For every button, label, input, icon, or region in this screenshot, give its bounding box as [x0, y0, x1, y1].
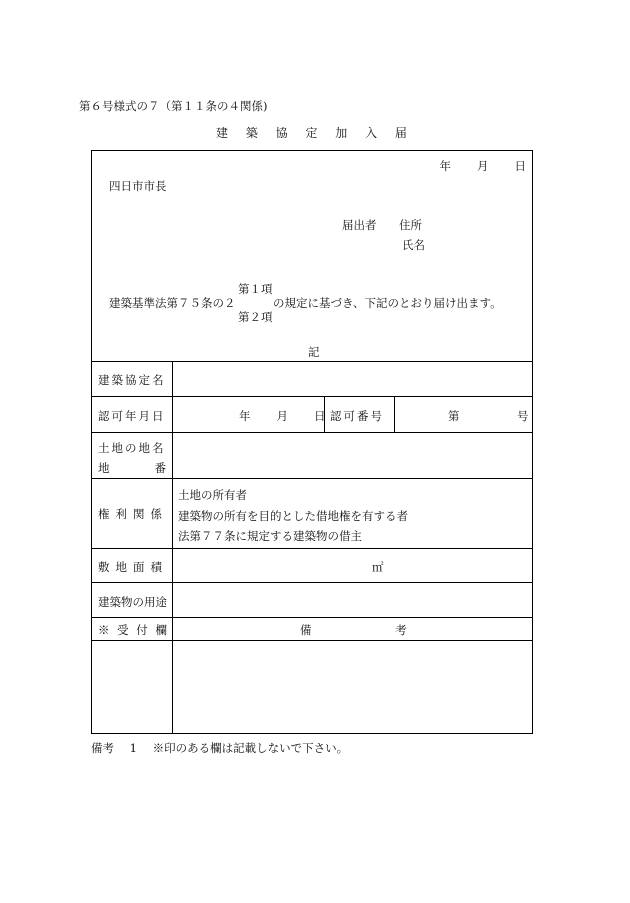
building-use-label: 建築物の用途 [98, 595, 167, 609]
address-label: 住所 [399, 218, 422, 232]
approval-number-prefix: 第 [448, 409, 460, 423]
approval-number-suffix: 号 [517, 409, 529, 423]
row-divider [92, 478, 532, 479]
row-divider [92, 548, 532, 549]
column-divider [394, 396, 395, 432]
rights-option-3[interactable]: 法第７７条に規定する建築物の借主 [178, 529, 362, 543]
site-area-unit: ㎡ [372, 560, 384, 574]
form-number: 第６号様式の７（第１１条の４関係) [79, 99, 268, 113]
date-month-label: 月 [477, 159, 489, 173]
agreement-name-label: 建築協定名 [98, 373, 166, 387]
land-location-label: 土地の地名 [98, 441, 166, 455]
site-area-label: 敷地面積 [98, 560, 168, 574]
date-day-label: 日 [514, 159, 526, 173]
row-divider [92, 396, 532, 397]
addressee: 四日市市長 [109, 179, 167, 193]
approval-month-label: 月 [276, 409, 288, 423]
clause-1-option: 第１項 [238, 282, 273, 296]
notes-text: ※印のある欄は記載しないで下さい。 [152, 741, 349, 755]
rights-option-1[interactable]: 土地の所有者 [178, 488, 247, 502]
approval-date-field[interactable] [239, 408, 326, 424]
approval-date-label: 認可年月日 [98, 409, 166, 423]
statement-prefix: 建築基準法第７５条の２ [109, 296, 236, 310]
notes [91, 740, 348, 756]
rights-label: 権利関係 [98, 507, 168, 521]
land-location-field[interactable] [173, 433, 533, 478]
approval-day-label: 日 [314, 409, 326, 423]
name-label: 氏名 [402, 238, 425, 252]
date-year-label: 年 [439, 159, 451, 173]
clause-2-option: 第２項 [238, 310, 273, 324]
applicant-label: 届出者 [342, 218, 377, 232]
statement-suffix: の規定に基づき、下記のとおり届け出ます。 [273, 296, 502, 310]
ki-heading: 記 [308, 345, 320, 359]
lot-number-label: 地 番 [98, 461, 166, 475]
application-form [91, 150, 533, 734]
row-divider [92, 617, 532, 618]
approval-number-label: 認可番号 [330, 409, 384, 423]
notes-label: 備考 [91, 741, 114, 755]
approval-year-label: 年 [239, 409, 251, 423]
rights-option-2[interactable]: 建築物の所有を目的とした借地権を有する者 [178, 509, 408, 523]
remarks-header: 備 考 [300, 623, 407, 637]
reception-area [92, 641, 172, 734]
agreement-name-field[interactable] [173, 362, 533, 396]
notes-number: 1 [129, 741, 137, 755]
building-use-field[interactable] [173, 583, 533, 617]
document-title: 建 築 協 定 加 入 届 [216, 126, 414, 140]
reception-label: ※ 受 付 欄 [98, 623, 169, 637]
submission-date [440, 158, 527, 174]
remarks-area[interactable] [173, 641, 533, 734]
